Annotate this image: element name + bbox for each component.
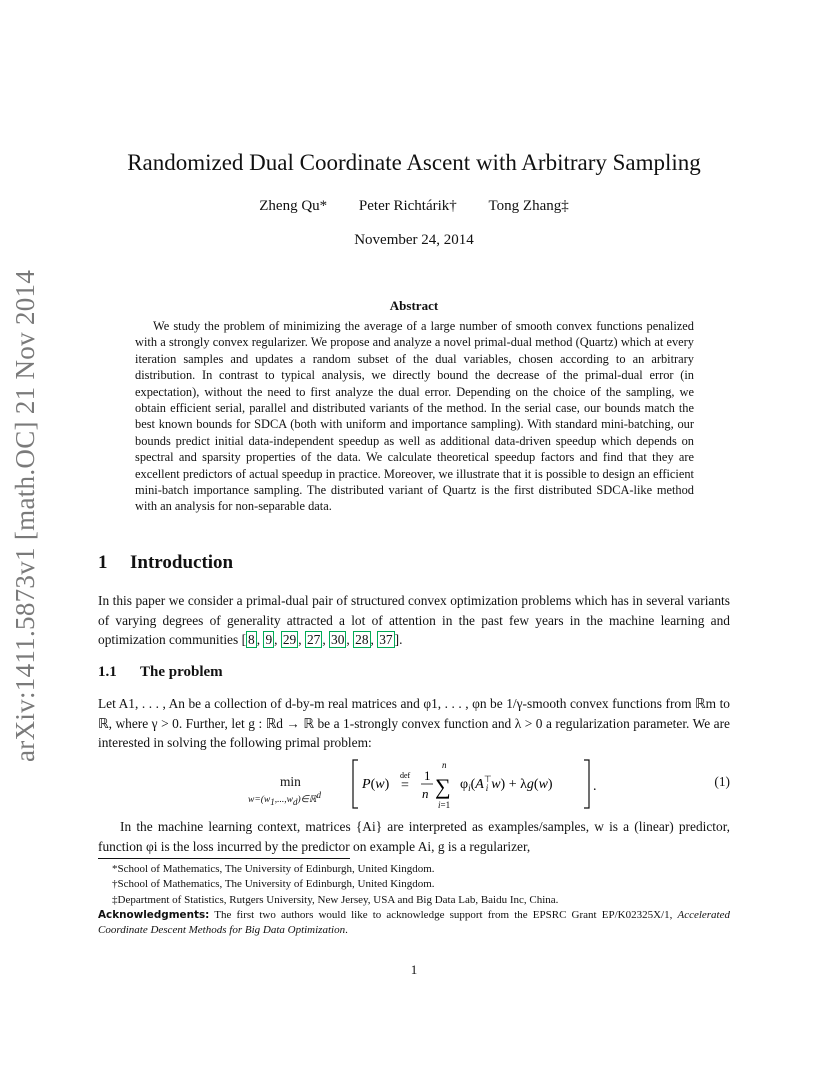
svg-text:i=1: i=1 <box>438 800 451 810</box>
citation-link[interactable]: 28 <box>355 632 369 648</box>
citation-link[interactable]: 9 <box>265 632 273 648</box>
equation-svg <box>350 756 600 812</box>
equation-body <box>350 756 600 817</box>
intro-text: In this paper we consider a primal-dual pair of structured convex optimization problems which has in several variants of varying degrees of generality attracted a lot of attention in the past few years in the machine learning and optimization communities <box>98 593 730 648</box>
section-title: Introduction <box>130 552 234 573</box>
equation-min-subscript: $w=(w_1,...,w_d)\in ℝ^d$ <box>248 790 321 808</box>
equation-1 <box>240 756 730 812</box>
section-heading <box>98 552 233 574</box>
citation-link[interactable]: 8 <box>248 632 255 648</box>
subsection-heading <box>98 664 223 681</box>
acknowledgments: Acknowledgments: The first two authors would like to acknowledge support from the EPSRC Grant EP/K02325X/1, Accelerated Coordinate Descent Methods for Big Data Optimization. <box>98 908 730 937</box>
svg-text:n: n <box>422 786 429 801</box>
svg-text:=: = <box>401 778 409 793</box>
citation-link[interactable]: 37 <box>379 632 393 648</box>
abstract-heading: Abstract <box>389 298 439 313</box>
author-list <box>0 198 828 215</box>
page-number: 1 <box>410 962 418 977</box>
svg-text:n: n <box>442 760 447 770</box>
equation-min-operator: min <box>280 774 301 789</box>
svg-text:.: . <box>593 779 597 794</box>
problem-paragraph: Let A1, . . . , An be a collection of d-by-m real matrices and φ1, . . . , φn be 1/γ-smooth convex functions from ℝm to ℝ, where γ > 0. Further, let g : ℝd → ℝ be a 1-strongly convex function and λ > 0 a regularization parameter. We are interested in solving the following primal problem: <box>98 696 730 751</box>
context-paragraph: In the machine learning context, matrices {Ai} are interpreted as examples/samples, w is a (linear) predictor, function φi is the loss incurred by the predictor on example Ai, g is a regularizer, <box>98 819 730 854</box>
author-3: Tong Zhang‡ <box>488 198 569 214</box>
citation-link[interactable]: 30 <box>331 632 345 648</box>
subsection-number: 1.1 <box>98 664 117 680</box>
svg-text:∑: ∑ <box>435 774 451 799</box>
footnote-rule <box>98 858 350 859</box>
acknowledgments-grant-title: Accelerated Coordinate Descent Methods for Big Data Optimization <box>98 908 730 937</box>
subsection-title: The problem <box>140 664 223 680</box>
equation-number: (1) <box>714 774 730 789</box>
paper-title: Randomized Dual Coordinate Ascent with Arbitrary Sampling <box>127 150 701 175</box>
svg-text:1: 1 <box>424 768 431 783</box>
author-2: Peter Richtárik† <box>358 198 457 214</box>
svg-text:P(w): P(w) <box>362 777 390 792</box>
author-1: Zheng Qu* <box>259 198 328 214</box>
footnotes <box>98 862 730 938</box>
section-number: 1 <box>98 552 108 573</box>
abstract-text: We study the problem of minimizing the average of a large number of smooth convex functions penalized with a strongly convex regularizer. We propose and analyze a novel primal-dual method (Quartz) which at every iteration samples and updates a random subset of the dual variables, chosen according to an arbitrary distribution. In contrast to typical analysis, we directly bound the decrease of the primal-dual error (in expectation), without the need to first analyze the dual error. Depending on the choice of the sampling, we obtain efficient serial, parallel and distributed variants of the method. In the serial case, our bounds match the best known bounds for SDCA (both with uniform and importance sampling). With standard mini-batching, our bounds predict initial data-independent speedup as well as additional data-driven speedup which depends on spectral and sparsity properties of the data. We calculate theoretical speedup factors and find that they are excellent predictors of actual speedup in practice. Moreover, we illustrate that it is possible to design an efficient mini-batch importance sampling. The distributed variant of Quartz is the first distributed SDCA-like method with an analysis for non-separable data. <box>135 319 694 514</box>
citation-link[interactable]: 27 <box>306 632 321 648</box>
svg-text:def: def <box>400 771 411 780</box>
arxiv-identifier: arXiv:1411.5873v1 [math.OC] 21 Nov 2014 <box>10 269 40 762</box>
footnote-3: ‡Department of Statistics, Rutgers University, New Jersey, USA and Big Data Lab, Baidu Inc, China. <box>112 893 559 906</box>
citation-link[interactable]: 29 <box>282 632 297 648</box>
svg-text:φi(A⊤iw) + λg(w): $\varphi_i(A^⊤$ i w) + λg(w) <box>460 774 553 793</box>
acknowledgments-text: The first two authors would like to acknowledge support from the EPSRC Grant EP/K02325X/1, <box>214 908 673 921</box>
acknowledgments-label: Acknowledgments: <box>98 908 210 921</box>
intro-paragraph: In this paper we consider a primal-dual pair of structured convex optimization problems which has in several variants of varying degrees of generality attracted a lot of attention in the past few years in the machine learning and optimization communities [ 8 , 9 , 29 , 27 , 30 , 28 , 37 ]. <box>98 593 730 648</box>
footnote-2: †School of Mathematics, The University of Edinburgh, United Kingdom. <box>112 878 435 891</box>
publication-date: November 24, 2014 <box>354 232 474 248</box>
footnote-1: *School of Mathematics, The University of Edinburgh, United Kingdom. <box>112 863 435 875</box>
